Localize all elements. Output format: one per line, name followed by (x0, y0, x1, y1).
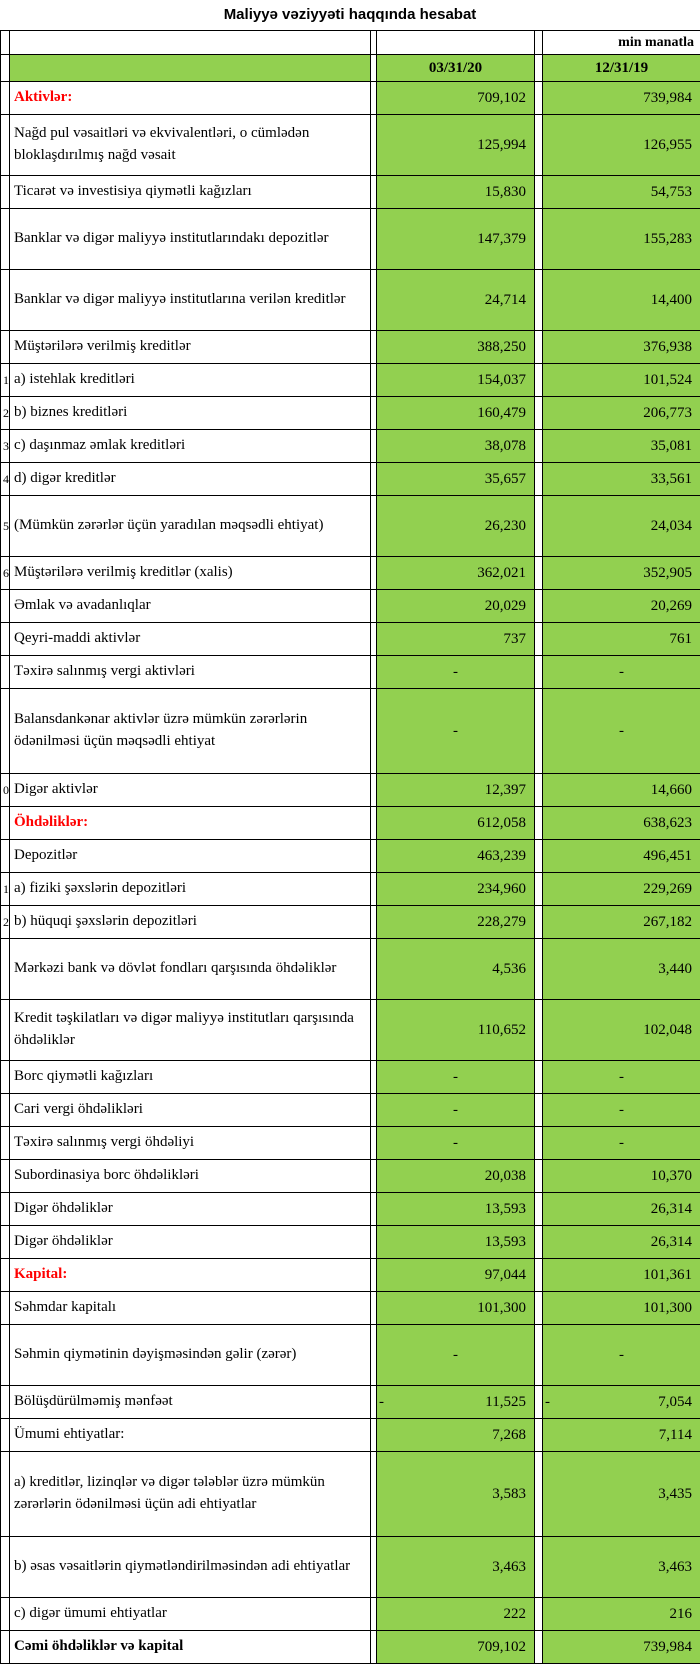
row-label: Müştərilərə verilmiş kreditlər (xalis) (10, 557, 371, 590)
column-gutter (535, 1292, 543, 1325)
row-number (1, 1094, 10, 1127)
column-gutter (535, 939, 543, 1000)
value-cell-current: 709,102 (377, 1631, 535, 1664)
row-number (1, 807, 10, 840)
row-number (1, 1325, 10, 1386)
value-cell-current: 737 (377, 623, 535, 656)
table-row (1, 689, 700, 774)
value-cell-prior: 739,984 (543, 1631, 700, 1664)
table-row (1, 1537, 700, 1598)
row-number (1, 1193, 10, 1226)
column-gutter (535, 689, 543, 774)
value-cell-prior: 101,524 (543, 364, 700, 397)
value-cell-current: 110,652 (377, 1000, 535, 1061)
table-row (1, 873, 700, 906)
column-header-row (1, 55, 700, 82)
value-cell-prior: 761 (543, 623, 700, 656)
table-row (1, 1386, 700, 1419)
row-number: 3 (1, 430, 10, 463)
value-cell-current: 388,250 (377, 331, 535, 364)
value-cell-current: 612,058 (377, 807, 535, 840)
table-row (1, 774, 700, 807)
row-label: a) fiziki şəxslərin depozitləri (10, 873, 371, 906)
value-cell-prior: - (543, 1325, 700, 1386)
row-number (1, 840, 10, 873)
table-row (1, 331, 700, 364)
value-cell-current: 38,078 (377, 430, 535, 463)
row-label: Balansdankənar aktivlər üzrə mümkün zərərlərin ödənilməsi üçün məqsədli ehtiyat (10, 689, 371, 774)
row-label: Borc qiymətli kağızları (10, 1061, 371, 1094)
value-cell-prior: - (543, 1094, 700, 1127)
value-cell-current: 160,479 (377, 397, 535, 430)
column-gutter (535, 1419, 543, 1452)
value-cell-current: 154,037 (377, 364, 535, 397)
column-gutter (535, 496, 543, 557)
value-cell-current: 35,657 (377, 463, 535, 496)
table-row (1, 1259, 700, 1292)
value-cell-prior: 35,081 (543, 430, 700, 463)
value-cell-prior: 638,623 (543, 807, 700, 840)
row-label: Kapital: (10, 1259, 371, 1292)
column-gutter (535, 115, 543, 176)
value-cell-current: 15,830 (377, 176, 535, 209)
table-row (1, 906, 700, 939)
table-row (1, 1127, 700, 1160)
row-number: 2 (1, 906, 10, 939)
row-label: Qeyri-maddi aktivlər (10, 623, 371, 656)
row-number (1, 1160, 10, 1193)
value-cell-prior: - (543, 689, 700, 774)
value-cell-prior: 101,361 (543, 1259, 700, 1292)
value-cell-current: - (377, 689, 535, 774)
value-cell-prior: 33,561 (543, 463, 700, 496)
value-cell-prior: - (543, 656, 700, 689)
column-gutter (535, 1000, 543, 1061)
row-label: Öhdəliklər: (10, 807, 371, 840)
value-cell-prior: 376,938 (543, 331, 700, 364)
value-cell-current: 13,593 (377, 1193, 535, 1226)
value-cell-prior: 14,660 (543, 774, 700, 807)
row-label: Aktivlər: (10, 82, 371, 115)
column-gutter (535, 1193, 543, 1226)
value-cell-current: 147,379 (377, 209, 535, 270)
value-cell-current: - (377, 1061, 535, 1094)
row-number: 4 (1, 463, 10, 496)
column-gutter (535, 906, 543, 939)
column-header-current: 03/31/20 (377, 55, 535, 82)
row-label: Səhmin qiymətinin dəyişməsindən gəlir (zərər) (10, 1325, 371, 1386)
row-number (1, 1061, 10, 1094)
value-cell-prior: 155,283 (543, 209, 700, 270)
row-number (1, 331, 10, 364)
table-body (1, 82, 700, 1664)
row-number (1, 1226, 10, 1259)
table-row (1, 1452, 700, 1537)
table-row (1, 807, 700, 840)
column-gutter (535, 1386, 543, 1419)
column-gutter (535, 364, 543, 397)
table-row (1, 397, 700, 430)
value-cell-current: 709,102 (377, 82, 535, 115)
value-cell-current: 222 (377, 1598, 535, 1631)
value-cell-prior: 26,314 (543, 1226, 700, 1259)
column-gutter (535, 1325, 543, 1386)
column-gutter (535, 209, 543, 270)
column-gutter (535, 557, 543, 590)
value-cell-prior: 206,773 (543, 397, 700, 430)
column-gutter (535, 1259, 543, 1292)
value-cell-prior: 24,034 (543, 496, 700, 557)
column-gutter (535, 1537, 543, 1598)
row-label: Əmlak və avadanlıqlar (10, 590, 371, 623)
column-gutter (535, 270, 543, 331)
value-cell-prior (543, 1386, 700, 1419)
row-label: b) əsas vəsaitlərin qiymətləndirilməsindən adi ehtiyatlar (10, 1537, 371, 1598)
value-cell-current: 26,230 (377, 496, 535, 557)
row-label: c) digər ümumi ehtiyatlar (10, 1598, 371, 1631)
value-cell-prior: 102,048 (543, 1000, 700, 1061)
empty-cell (377, 31, 535, 55)
units-label: min manatla (543, 31, 700, 55)
row-number: 1 (1, 364, 10, 397)
row-label: Təxirə salınmış vergi aktivləri (10, 656, 371, 689)
column-gutter (535, 590, 543, 623)
column-gutter (535, 1061, 543, 1094)
value-cell-current: - (377, 656, 535, 689)
row-label: Səhmdar kapitalı (10, 1292, 371, 1325)
financial-position-table (0, 30, 700, 1664)
value-cell-prior: 7,114 (543, 1419, 700, 1452)
column-gutter (535, 1598, 543, 1631)
table-row (1, 364, 700, 397)
column-gutter (535, 1094, 543, 1127)
value-cell-current: - (377, 1325, 535, 1386)
row-label: a) istehlak kreditləri (10, 364, 371, 397)
value-cell-prior: 739,984 (543, 82, 700, 115)
table-row (1, 840, 700, 873)
table-row (1, 557, 700, 590)
value-cell-current: 3,463 (377, 1537, 535, 1598)
table-row (1, 270, 700, 331)
column-gutter (535, 463, 543, 496)
table-row (1, 209, 700, 270)
row-number (1, 55, 10, 82)
column-gutter (535, 82, 543, 115)
value-cell-prior: - (543, 1127, 700, 1160)
table-row (1, 176, 700, 209)
row-number (1, 1292, 10, 1325)
units-row (1, 31, 700, 55)
row-label: d) digər kreditlər (10, 463, 371, 496)
column-gutter (535, 807, 543, 840)
row-label: c) daşınmaz əmlak kreditləri (10, 430, 371, 463)
value-cell-prior: 352,905 (543, 557, 700, 590)
value-text: 11,525 (485, 1394, 526, 1410)
value-cell-prior: 496,451 (543, 840, 700, 873)
row-number (1, 1537, 10, 1598)
row-label: (Mümkün zərərlər üçün yaradılan məqsədli ehtiyat) (10, 496, 371, 557)
value-cell-current: 3,583 (377, 1452, 535, 1537)
table-row (1, 590, 700, 623)
value-cell-prior: 126,955 (543, 115, 700, 176)
row-number (1, 1419, 10, 1452)
table-row (1, 1000, 700, 1061)
row-number (1, 939, 10, 1000)
column-header-prior: 12/31/19 (543, 55, 700, 82)
column-gutter (535, 774, 543, 807)
table-row (1, 656, 700, 689)
row-number (1, 1259, 10, 1292)
value-cell-prior: 10,370 (543, 1160, 700, 1193)
value-cell-current: 97,044 (377, 1259, 535, 1292)
value-cell-prior: 3,435 (543, 1452, 700, 1537)
table-row (1, 1325, 700, 1386)
value-cell-current: 228,279 (377, 906, 535, 939)
column-gutter (535, 1127, 543, 1160)
table-row (1, 1094, 700, 1127)
table-row (1, 430, 700, 463)
row-label: b) hüquqi şəxslərin depozitləri (10, 906, 371, 939)
row-number (1, 31, 10, 55)
row-label: Digər öhdəliklər (10, 1226, 371, 1259)
value-cell-prior: 20,269 (543, 590, 700, 623)
value-text: 7,054 (658, 1394, 692, 1410)
row-number: 1 (1, 873, 10, 906)
table-row (1, 115, 700, 176)
column-gutter (535, 176, 543, 209)
table-row (1, 1292, 700, 1325)
row-label: Mərkəzi bank və dövlət fondları qarşısında öhdəliklər (10, 939, 371, 1000)
row-number (1, 270, 10, 331)
row-label: Nağd pul vəsaitləri və ekvivalentləri, o cümlədən bloklaşdırılmış nağd vəsait (10, 115, 371, 176)
row-label: Ticarət və investisiya qiymətli kağızları (10, 176, 371, 209)
column-gutter (535, 873, 543, 906)
row-label: Müştərilərə verilmiş kreditlər (10, 331, 371, 364)
row-label: a) kreditlər, lizinqlər və digər tələblər üzrə mümkün zərərlərin ödənilməsi üçün adi ehtiyatlar (10, 1452, 371, 1537)
value-cell-current: 20,038 (377, 1160, 535, 1193)
table-row (1, 82, 700, 115)
value-cell-prior: - (543, 1061, 700, 1094)
value-cell-current: 12,397 (377, 774, 535, 807)
row-number (1, 623, 10, 656)
row-number: 0 (1, 774, 10, 807)
row-label: Banklar və digər maliyyə institutlarındakı depozitlər (10, 209, 371, 270)
negative-sign: - (545, 1394, 550, 1411)
row-number (1, 1452, 10, 1537)
value-cell-current: 101,300 (377, 1292, 535, 1325)
column-gutter (535, 1226, 543, 1259)
value-cell-current: 362,021 (377, 557, 535, 590)
table-row (1, 939, 700, 1000)
value-cell-current: 20,029 (377, 590, 535, 623)
row-label: Bölüşdürülməmiş mənfəət (10, 1386, 371, 1419)
table-row (1, 623, 700, 656)
value-cell-prior: 26,314 (543, 1193, 700, 1226)
column-gutter (535, 1160, 543, 1193)
table-row (1, 1193, 700, 1226)
row-label: Kredit təşkilatları və digər maliyyə institutları qarşısında öhdəliklər (10, 1000, 371, 1061)
row-number (1, 1386, 10, 1419)
value-cell-prior: 3,440 (543, 939, 700, 1000)
value-cell-current: 234,960 (377, 873, 535, 906)
row-label: Ümumi ehtiyatlar: (10, 1419, 371, 1452)
row-number: 5 (1, 496, 10, 557)
row-label: Banklar və digər maliyyə institutlarına verilən kreditlər (10, 270, 371, 331)
value-cell-prior: 229,269 (543, 873, 700, 906)
negative-sign: - (379, 1394, 384, 1411)
value-cell-current: 13,593 (377, 1226, 535, 1259)
row-number (1, 1631, 10, 1664)
row-number: 2 (1, 397, 10, 430)
column-gutter (535, 31, 543, 55)
row-number (1, 1000, 10, 1061)
value-cell-prior: 3,463 (543, 1537, 700, 1598)
value-cell-prior: 14,400 (543, 270, 700, 331)
table-row (1, 496, 700, 557)
row-number: 6 (1, 557, 10, 590)
row-number (1, 115, 10, 176)
table-row (1, 1631, 700, 1664)
column-gutter (535, 55, 543, 82)
row-number (1, 1127, 10, 1160)
value-cell-current (377, 1386, 535, 1419)
row-label: Digər öhdəliklər (10, 1193, 371, 1226)
value-cell-current: - (377, 1094, 535, 1127)
table-row (1, 1160, 700, 1193)
row-number (1, 689, 10, 774)
table-row (1, 1419, 700, 1452)
value-cell-current: 125,994 (377, 115, 535, 176)
value-cell-prior: 267,182 (543, 906, 700, 939)
row-number (1, 656, 10, 689)
column-gutter (535, 397, 543, 430)
empty-green-cell (10, 55, 371, 82)
row-number (1, 176, 10, 209)
value-cell-prior: 54,753 (543, 176, 700, 209)
row-number (1, 209, 10, 270)
table-row (1, 1226, 700, 1259)
value-cell-current: - (377, 1127, 535, 1160)
row-label: Depozitlər (10, 840, 371, 873)
table-row (1, 463, 700, 496)
value-cell-prior: 101,300 (543, 1292, 700, 1325)
value-cell-prior: 216 (543, 1598, 700, 1631)
row-number (1, 1598, 10, 1631)
table-row (1, 1061, 700, 1094)
row-label: b) biznes kreditləri (10, 397, 371, 430)
column-gutter (535, 1452, 543, 1537)
value-cell-current: 7,268 (377, 1419, 535, 1452)
row-label: Cari vergi öhdəlikləri (10, 1094, 371, 1127)
value-cell-current: 463,239 (377, 840, 535, 873)
row-label: Təxirə salınmış vergi öhdəliyi (10, 1127, 371, 1160)
column-gutter (535, 623, 543, 656)
column-gutter (535, 1631, 543, 1664)
table-row (1, 1598, 700, 1631)
row-label: Subordinasiya borc öhdəlikləri (10, 1160, 371, 1193)
row-label: Cəmi öhdəliklər və kapital (10, 1631, 371, 1664)
column-gutter (535, 430, 543, 463)
row-label: Digər aktivlər (10, 774, 371, 807)
value-cell-current: 24,714 (377, 270, 535, 331)
column-gutter (535, 331, 543, 364)
empty-cell (10, 31, 371, 55)
value-cell-current: 4,536 (377, 939, 535, 1000)
row-number (1, 82, 10, 115)
report-title: Maliyyə vəziyyəti haqqında hesabat (0, 0, 700, 30)
column-gutter (535, 840, 543, 873)
column-gutter (535, 656, 543, 689)
row-number (1, 590, 10, 623)
